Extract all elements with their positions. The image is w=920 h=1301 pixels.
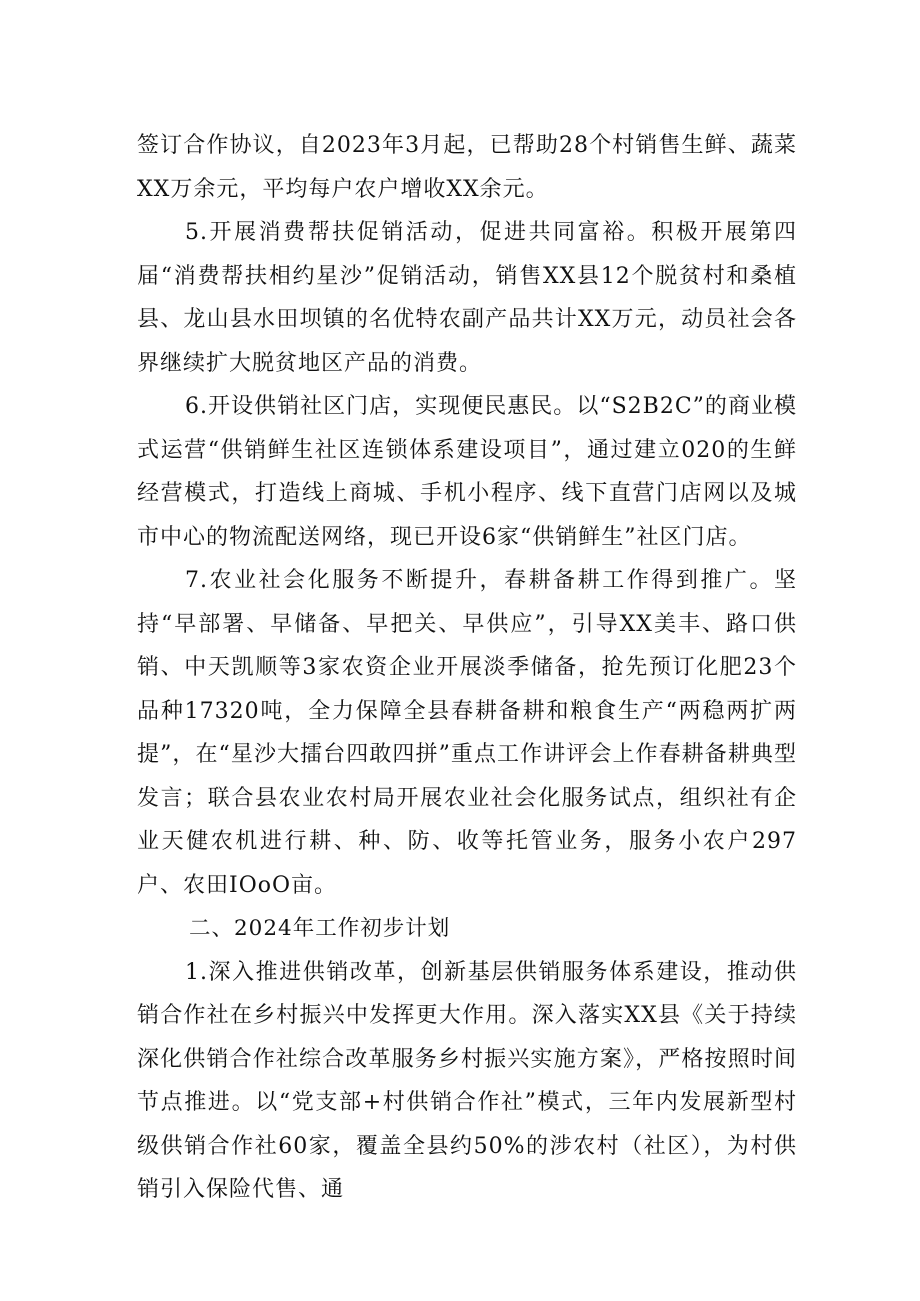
paragraph-continued: 签订合作协议，自2023年3月起，已帮助28个村销售生鲜、蔬菜XX万余元，平均每户农户增收XX余元。: [137, 133, 797, 202]
paragraph-item-5: 5.开展消费帮扶促销活动，促进共同富裕。积极开展第四届“消费帮扶相约星沙”促销活动，销售XX县12个脱贫村和桑植县、龙山县水田坝镇的名优特农副产品共计XX万元，动员社会各界继续扩大脱贫地区产品的消费。: [137, 220, 797, 376]
document-body: [137, 124, 797, 1212]
section-heading-2024-plan: 二、2024年工作初步计划: [189, 916, 451, 941]
paragraph-plan-item-1: 1.深入推进供销改革，创新基层供销服务体系建设，推动供销合作社在乡村振兴中发挥更大作用。深入落实XX县《关于持续深化供销合作社综合改革服务乡村振兴实施方案》，严格按照时间节点推进。以“党支部+村供销合作社”模式，三年内发展新型村级供销合作社60家，覆盖全县约50%的涉农村（社区），为村供销引入保险代售、通: [137, 959, 797, 1202]
paragraph-item-7: 7.农业社会化服务不断提升，春耕备耕工作得到推广。坚持“早部署、早储备、早把关、早供应”，引导XX美丰、路口供销、中天凯顺等3家农资企业开展淡季储备，抢先预订化肥23个品种17320吨，全力保障全县春耕备耕和粮食生产“两稳两扩两提”，在“星沙大擂台四敢四拼”重点工作讲评会上作春耕备耕典型发言；联合县农业农村局开展农业社会化服务试点，组织社有企业天健农机进行耕、种、防、收等托管业务，服务小农户297户、农田IOoO亩。: [137, 568, 797, 898]
paragraph-item-6: 6.开设供销社区门店，实现便民惠民。以“S2B2C”的商业模式运营“供销鲜生社区连锁体系建设项目”，通过建立020的生鲜经营模式，打造线上商城、手机小程序、线下直营门店网以及城市中心的物流配送网络，现已开设6家“供销鲜生”社区门店。: [137, 394, 797, 550]
